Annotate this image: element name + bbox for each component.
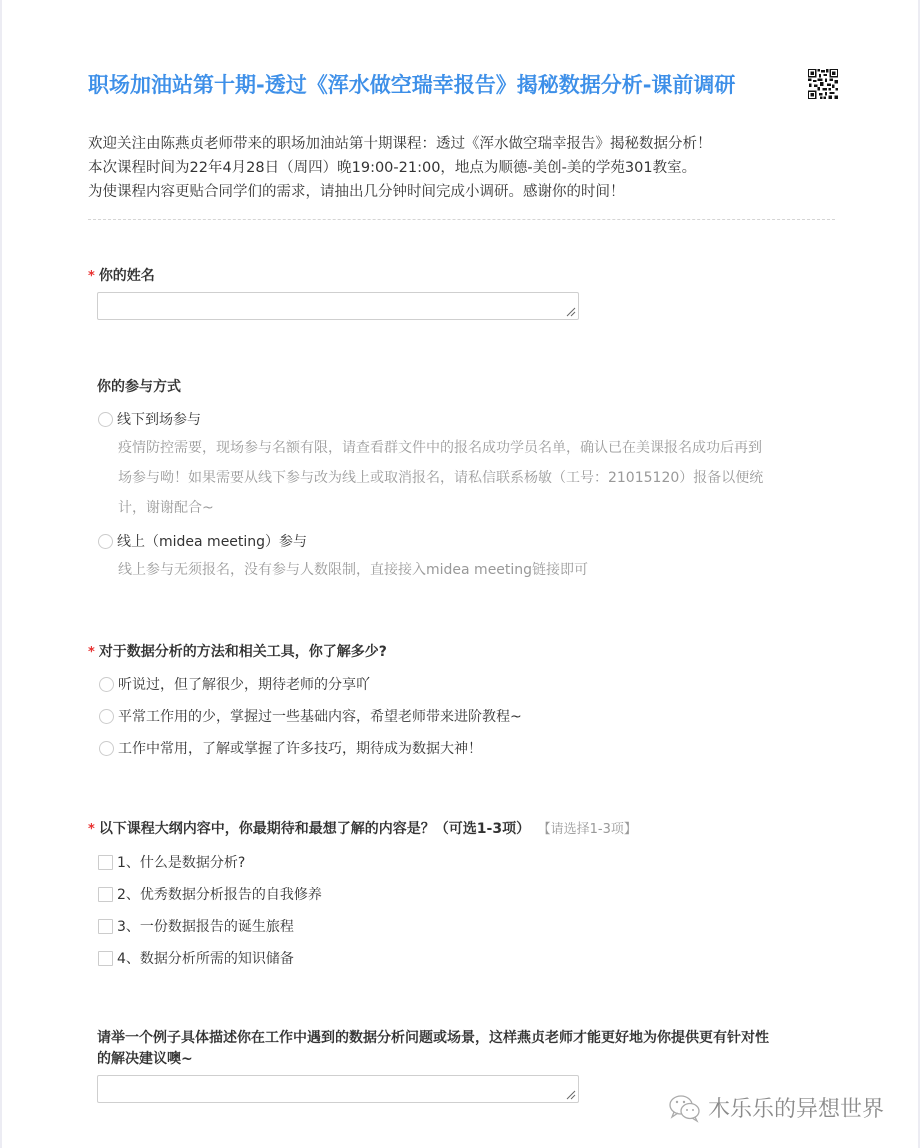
watermark-text: 木乐乐的异想世界 [708,1097,885,1122]
question-participation-title: 你的参与方式 [97,379,181,395]
description-line: 场参与呦！如果需要从线下参与改为线上或取消报名，请私信联系杨敏（工号：21015120）报备以便统 [118,470,764,486]
question-syllabus-title [88,818,637,838]
question-example-title [97,1028,769,1070]
radio-option-3[interactable] [99,738,482,758]
question-label-line: 的解决建议噢~ [97,1051,193,1067]
name-textarea[interactable] [97,292,579,320]
required-mark: * [88,645,95,660]
checkbox[interactable] [98,887,113,902]
checkbox[interactable] [98,855,113,870]
radio-button[interactable] [98,534,113,549]
required-mark: * [88,269,95,284]
intro-divider [88,219,835,220]
checkbox-option-3[interactable] [98,916,294,936]
question-label-line: 请举一个例子具体描述你在工作中遇到的数据分析问题或场景，这样燕贞老师才能更好地为你提供更有针对性 [97,1030,769,1046]
checkbox-option-1[interactable] [98,852,245,872]
question-label: 以下课程大纲内容中，你最期待和最想了解的内容是？（可选1-3项） [98,821,531,837]
radio-option-2[interactable] [99,706,522,726]
intro-line: 本次课程时间为22年4月28日（周四）晚19:00-21:00，地点为顺德-美创-美的学苑301教室。 [88,160,697,176]
radio-button[interactable] [99,709,114,724]
option-label: 听说过，但了解很少，期待老师的分享吖 [118,677,370,693]
survey-intro [88,132,838,204]
radio-button[interactable] [98,412,113,427]
checkbox-option-2[interactable] [98,884,322,904]
option-label: 2、优秀数据分析报告的自我修养 [117,887,322,903]
description-line: 疫情防控需要，现场参与名额有限，请查看群文件中的报名成功学员名单，确认已在美课报名成功后再到 [118,440,762,456]
intro-line: 为使课程内容更贴合同学们的需求，请抽出几分钟时间完成小调研。感谢你的时间！ [88,184,625,200]
option-label: 工作中常用，了解或掌握了许多技巧，期待成为数据大神！ [118,741,482,757]
option-offline-description [118,433,818,523]
question-name-title [88,265,155,285]
description-line: 计，谢谢配合~ [118,500,214,516]
wechat-watermark [668,1092,884,1123]
example-textarea[interactable] [97,1075,579,1103]
qr-code-icon[interactable] [808,69,838,99]
question-label: 对于数据分析的方法和相关工具，你了解多少? [98,644,387,660]
radio-button[interactable] [99,677,114,692]
option-label: 4、数据分析所需的知识储备 [117,951,294,967]
radio-button[interactable] [99,741,114,756]
description-line: 线上参与无须报名，没有参与人数限制，直接接入midea meeting链接即可 [118,562,589,578]
question-familiarity-title [88,641,387,661]
wechat-icon [668,1093,702,1123]
checkbox[interactable] [98,951,113,966]
radio-option-1[interactable] [99,674,370,694]
resize-handle-icon[interactable] [566,1090,576,1100]
option-label: 1、什么是数据分析? [117,855,246,871]
radio-option-offline[interactable] [98,409,201,429]
survey-title: 职场加油站第十期-透过《浑水做空瑞幸报告》揭秘数据分析-课前调研 [88,73,736,97]
option-label: 平常工作用的少，掌握过一些基础内容，希望老师带来进阶教程~ [118,709,522,725]
checkbox-option-4[interactable] [98,948,294,968]
survey-header [88,66,838,102]
option-online-description [118,555,818,585]
option-label: 线下到场参与 [117,412,201,428]
required-mark: * [88,822,95,837]
checkbox[interactable] [98,919,113,934]
selection-hint: 【请选择1-3项】 [544,822,637,837]
intro-line: 欢迎关注由陈燕贞老师带来的职场加油站第十期课程：透过《浑水做空瑞幸报告》揭秘数据分析！ [88,136,712,152]
resize-handle-icon[interactable] [566,307,576,317]
question-label: 你的姓名 [98,268,155,284]
radio-option-online[interactable] [98,531,307,551]
option-label: 线上（midea meeting）参与 [117,534,308,550]
option-label: 3、一份数据报告的诞生旅程 [117,919,294,935]
